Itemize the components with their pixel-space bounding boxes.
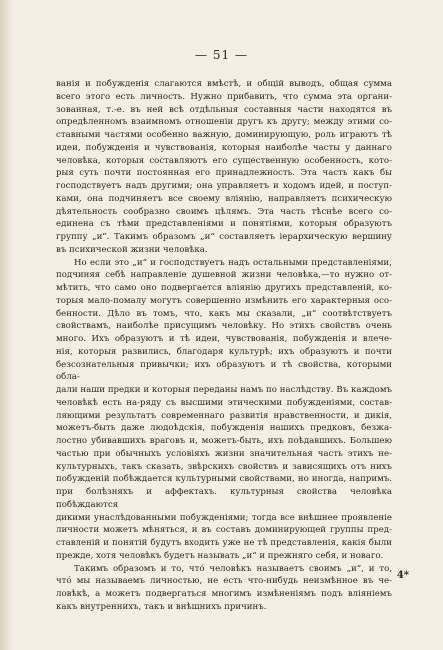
text-line: ловѣкѣ, а можетъ подвергаться многимъ измѣненіямъ подъ вліяніемъ: [56, 589, 392, 599]
paragraph-3: [56, 563, 392, 614]
paragraph-1: [56, 78, 392, 257]
text-line: зованная, т.-е. въ ней всѣ отдѣльныя составныя части находятся въ: [56, 104, 392, 115]
text-line: частью при обычныхъ условіяхъ жизни значительная часть этихъ не-: [56, 448, 392, 459]
text-line: Такимъ образомъ и то, чтó человѣкъ называетъ своимъ „и“, и то,: [74, 563, 392, 574]
text-line: лостно убивавшихъ враговъ и, можетъ-быть, ихъ поѣдавшихъ. Большею: [56, 436, 392, 446]
text-line: культурныхъ, такъ сказать, звѣрскихъ свойствъ и зависящихъ отъ нихъ: [56, 461, 392, 472]
text-line: личности можетъ мѣняться, и въ составъ доминирующей группы пред-: [56, 525, 392, 536]
text-line: подчиняя себѣ направленіе душевной жизни человѣка,—то нужно от-: [56, 270, 392, 281]
text-line: прежде, хотя человѣкъ будетъ называть „и“ и прежняго себя, и новаго.: [56, 550, 384, 561]
text-line: бенности. Дѣло въ томъ, что, какъ мы сказали, „и“ соотвѣтствуетъ: [56, 308, 392, 319]
text-line: опредѣленномъ взаимномъ отношеніи другъ къ другу; между этими со-: [56, 117, 392, 128]
text-line: господствуетъ надъ другими; она управляетъ и ходомъ идей, и поступ-: [56, 181, 392, 191]
text-line: торыя мало-помалу могутъ совершенно измѣнить его характерныя осо-: [56, 295, 392, 306]
text-line: какъ внутреннихъ, такъ и внѣшнихъ причинъ.: [56, 601, 267, 612]
text-line: группу „и“. Такимъ образомъ „и“ составляетъ іерархическую вершину: [56, 232, 392, 242]
text-line: человѣкѣ есть на-ряду съ высшими этическими побужденіями, состав-: [56, 397, 392, 408]
text-line: Но если это „и“ и господствуетъ надъ остальными представленіями,: [74, 257, 392, 268]
body-text: [56, 78, 392, 614]
text-line: мѣтить, что само оно подвергается вліянію другихъ представленій, ко-: [56, 283, 392, 293]
text-line: нія, которыя развились, благодаря культурѣ; ихъ образуютъ и почти: [56, 346, 392, 357]
text-line: ванія и побужденія слагаются вмѣстѣ, и общій выводъ, общая сумма: [56, 79, 392, 89]
text-line: безсознательныя привычки; ихъ образуютъ и тѣ свойства, которыми обла-: [56, 359, 392, 383]
text-line: ляющими результатъ современнаго развитія нравственности, и дикія,: [56, 410, 392, 421]
text-line: дали наши предки и которыя переданы намъ по наслѣдству. Въ каждомъ: [56, 385, 392, 395]
text-line: при болѣзняхъ и аффектахъ. культурныя свойства человѣка побѣждаются: [56, 487, 392, 510]
printer-signature-mark: 4*: [396, 570, 409, 581]
text-line: много. Ихъ образуютъ и тѣ идеи, чувствованія, побужденія и влече-: [56, 334, 392, 344]
text-line: идеи, побужденія и чувствованія, которыя наиболѣе часты у даннаго: [56, 142, 392, 153]
text-line: человѣка, которыя составляютъ его существенную особенность, кото-: [56, 155, 392, 166]
text-line: ставленій и понятій будутъ входить уже не тѣ представленія, какія были: [56, 538, 392, 548]
text-line: ками, она подчиняетъ все своему вліянію, направляетъ психическую: [56, 193, 392, 204]
text-line: свойствамъ, наиболѣе присущимъ человѣку. Но этихъ свойствъ очень: [56, 321, 392, 332]
paragraph-2: [56, 257, 392, 563]
text-line: единена съ тѣми представленіями и понятіями, которыя образуютъ: [56, 219, 392, 230]
text-line: рыя суть почти постоянная его принадлежность. Эта часть какъ бы: [56, 168, 392, 179]
text-line: ставными частями особенно важную, доминирующую, роль играютъ тѣ: [56, 130, 392, 140]
text-line: дѣятельность сообразно своимъ цѣлямъ. Эта часть тѣснѣе всего со-: [56, 206, 392, 217]
text-line: можетъ-быть даже людоѣдскія, побужденія нашихъ предковъ, безжа-: [56, 423, 392, 434]
text-line: дикими унаслѣдованными побужденіями; тогда все внѣшнее проявленіе: [56, 512, 392, 523]
page-number-header: — 51 —: [195, 48, 248, 62]
text-line: всего этого есть личность. Нужно прибавить, что сумма эта органи-: [56, 91, 392, 102]
text-line: чтó мы называемъ личностью, не есть что-нибудь неизмѣнное въ че-: [56, 576, 392, 587]
text-line: побужденій побѣждается культурными свойствами, но иногда, напримъ.: [56, 474, 392, 485]
text-line: въ психической жизни человѣка.: [56, 244, 208, 255]
